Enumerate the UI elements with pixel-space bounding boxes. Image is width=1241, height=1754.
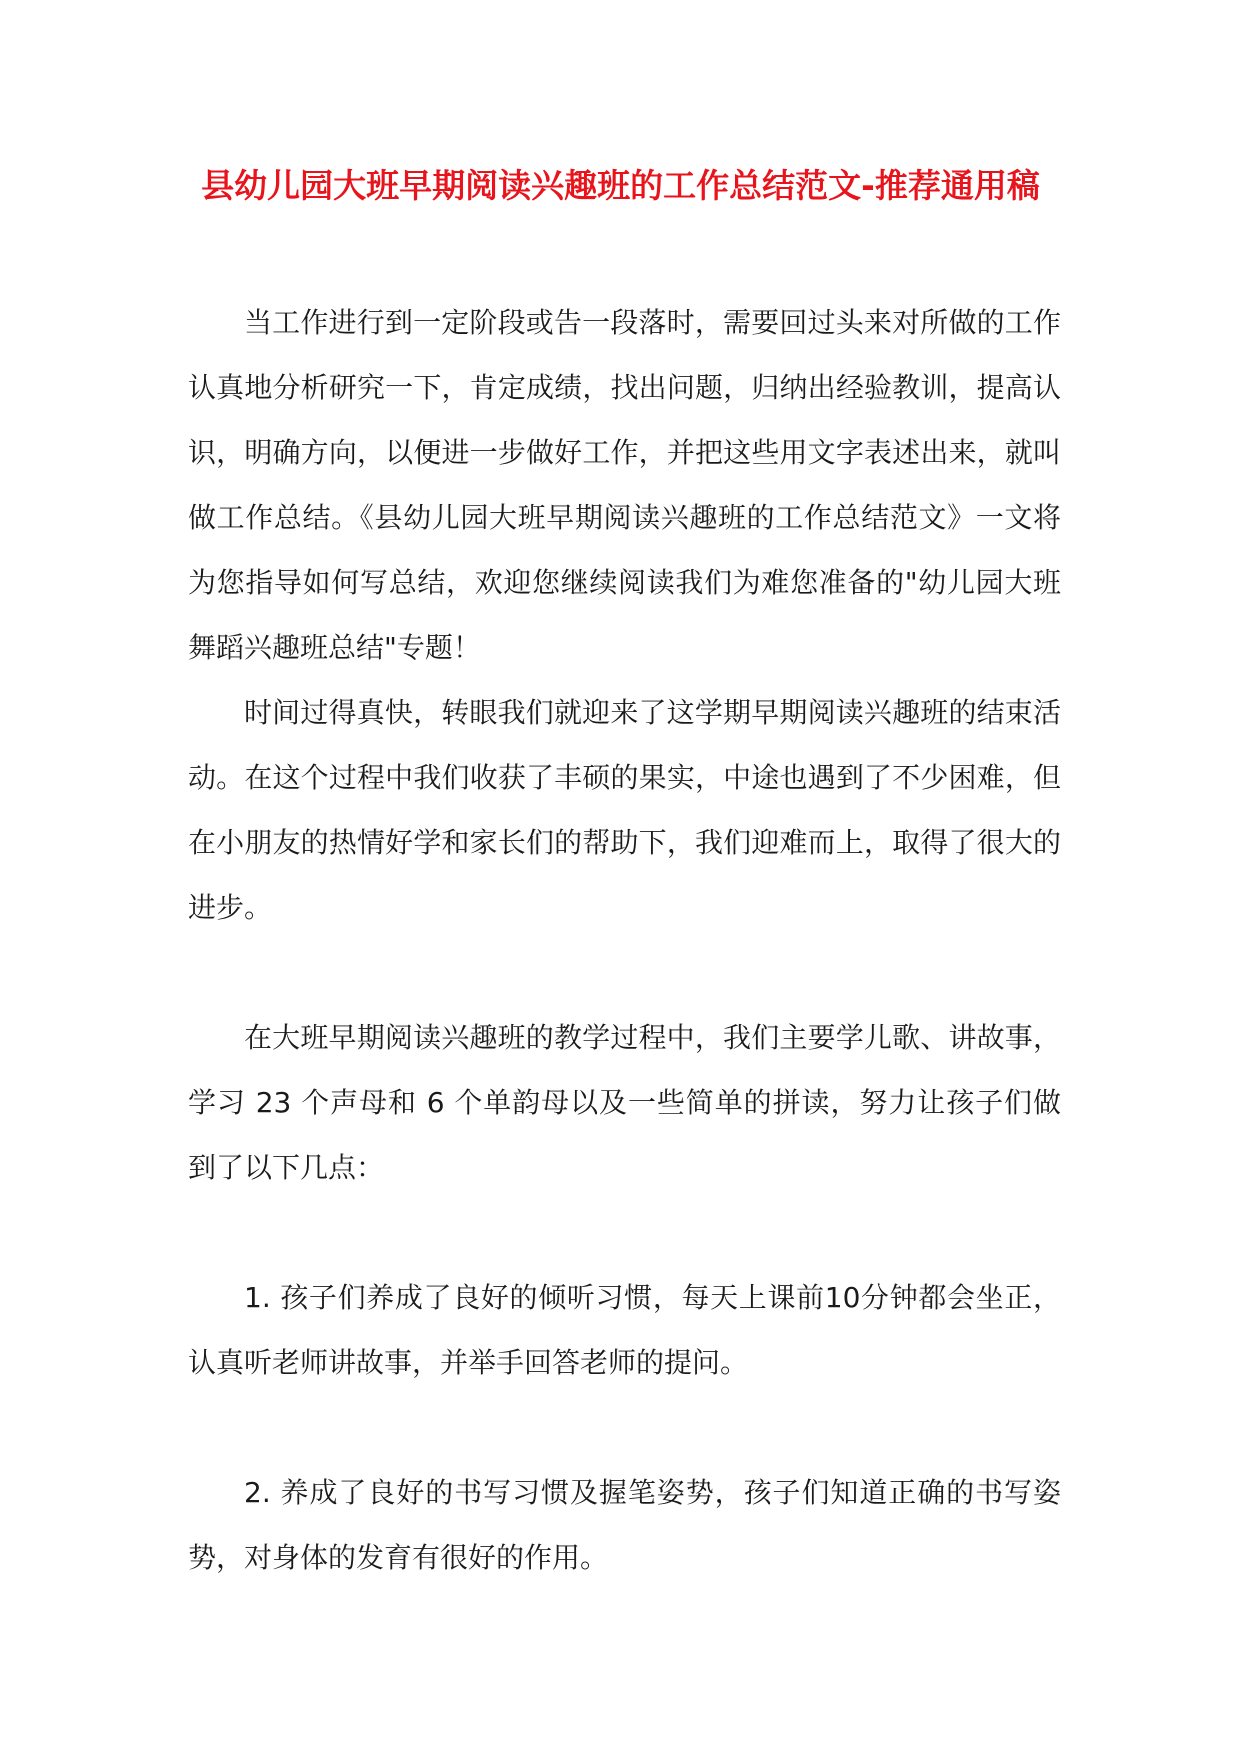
document-title: 县幼儿园大班早期阅读兴趣班的工作总结范文-推荐通用稿 — [201, 166, 1040, 205]
document-body — [188, 290, 1061, 1590]
paragraph-intro: 当工作进行到一定阶段或告一段落时，需要回过头来对所做的工作认真地分析研究一下，肯定成绩，找出问题，归纳出经验教训，提高认识，明确方向，以便进一步做好工作，并把这些用文字表述出来，就叫做工作总结。《县幼儿园大班早期阅读兴趣班的工作总结范文》一文将为您指导如何写总结，欢迎您继续阅读我们为难您准备的"幼儿园大班舞蹈兴趣班总结"专题！ — [188, 306, 1061, 664]
paragraph-teaching: 在大班早期阅读兴趣班的教学过程中，我们主要学儿歌、讲故事，学习 23 个声母和 6 个单韵母以及一些简单的拼读，努力让孩子们做到了以下几点： — [188, 1021, 1061, 1184]
paragraph-point-2: 2. 养成了良好的书写习惯及握笔姿势，孩子们知道正确的书写姿势，对身体的发育有很好的作用。 — [188, 1476, 1061, 1574]
paragraph-point-1: 1. 孩子们养成了良好的倾听习惯，每天上课前10分钟都会坐正，认真听老师讲故事，并举手回答老师的提问。 — [188, 1281, 1061, 1379]
paragraph-time: 时间过得真快，转眼我们就迎来了这学期早期阅读兴趣班的结束活动。在这个过程中我们收获了丰硕的果实，中途也遇到了不少困难，但在小朋友的热情好学和家长们的帮助下，我们迎难而上，取得了很大的进步。 — [188, 696, 1061, 924]
